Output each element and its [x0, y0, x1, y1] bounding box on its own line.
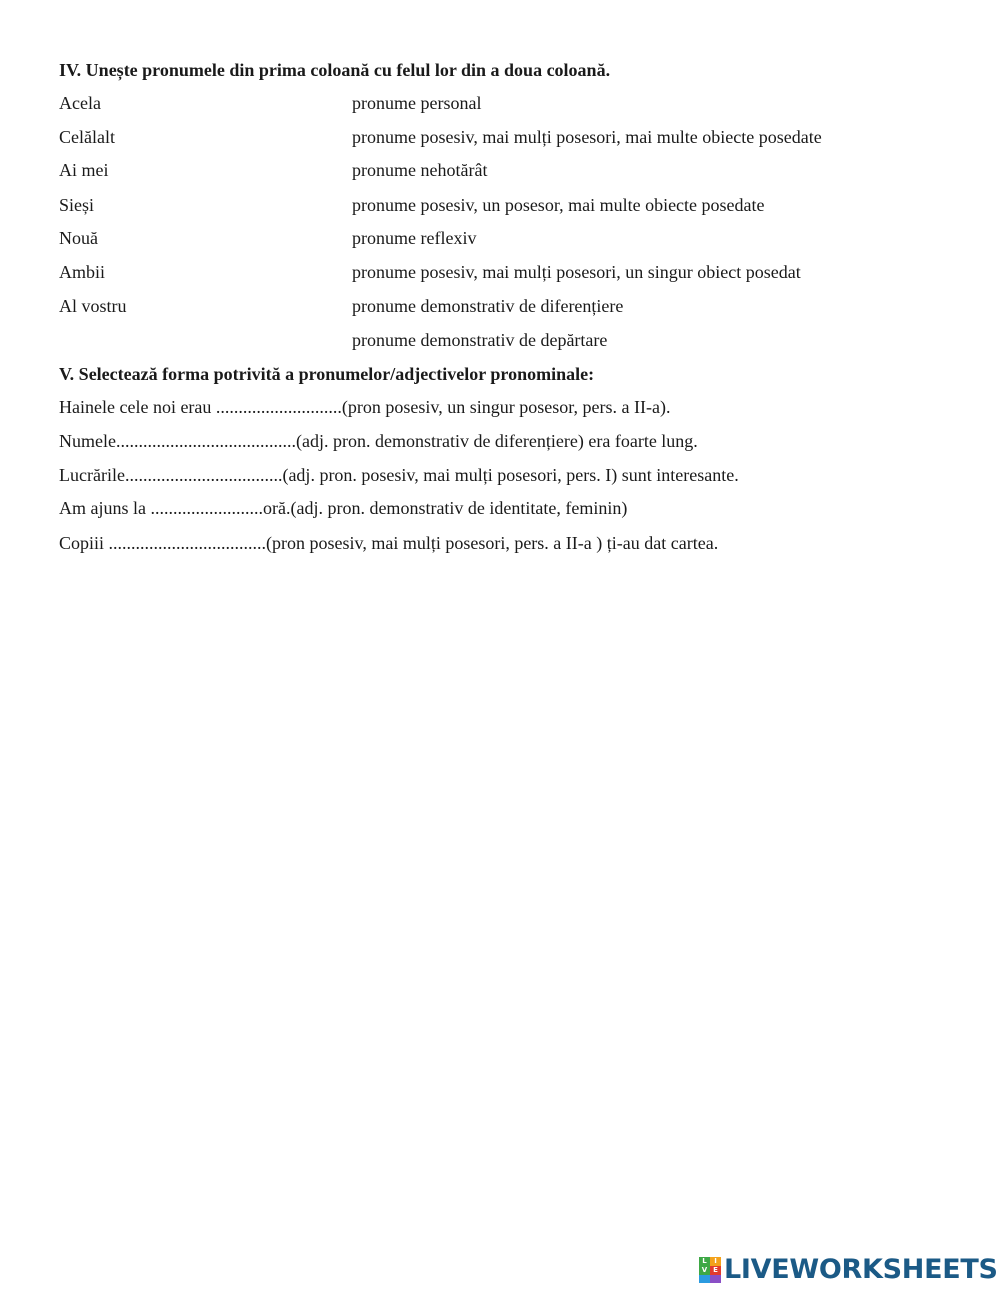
- pronoun-item: Sieși: [59, 195, 95, 215]
- fill-in-sentence: Numele........................................(adj. pron. demonstrativ de diferențiere) era foarte lung.: [59, 431, 698, 451]
- pronoun-type: pronume nehotărât: [352, 160, 488, 180]
- match-row: [0, 296, 1000, 322]
- pronoun-type: pronume posesiv, un posesor, mai multe obiecte posedate: [352, 195, 765, 215]
- match-row: [0, 127, 1000, 153]
- logo-mark-icon: L I V E: [699, 1257, 721, 1283]
- match-row: [0, 93, 1000, 119]
- pronoun-item: Nouă: [59, 228, 98, 248]
- fill-in-sentence: Copiii ...................................(pron posesiv, mai mulți posesori, pers. a II-a ) ți-au dat cartea.: [59, 533, 719, 553]
- section-iv-title: IV. Unește pronumele din prima coloană cu felul lor din a doua coloană.: [59, 60, 611, 80]
- match-row: [0, 228, 1000, 254]
- liveworksheets-logo: [699, 1254, 998, 1286]
- pronoun-item: Ai mei: [59, 160, 109, 180]
- match-row: [0, 195, 1000, 221]
- pronoun-type: pronume reflexiv: [352, 228, 477, 248]
- pronoun-type: pronume demonstrativ de depărtare: [352, 330, 608, 350]
- pronoun-type: pronume posesiv, mai mulți posesori, mai multe obiecte posedate: [352, 127, 822, 147]
- fill-in-sentence: Am ajuns la .........................oră.(adj. pron. demonstrativ de identitate, feminin): [59, 498, 628, 518]
- logo-text: LIVEWORKSHEETS: [724, 1254, 998, 1285]
- match-row: [0, 262, 1000, 288]
- pronoun-type: pronume demonstrativ de diferențiere: [352, 296, 624, 316]
- match-row: [0, 160, 1000, 186]
- fill-in-sentence: Lucrările...................................(adj. pron. posesiv, mai mulți posesori, pers. I) sunt interesante.: [59, 465, 739, 485]
- match-row: [0, 330, 1000, 356]
- pronoun-type: pronume personal: [352, 93, 482, 113]
- pronoun-item: Acela: [59, 93, 101, 113]
- section-v-title: V. Selectează forma potrivită a pronumelor/adjectivelor pronominale:: [59, 364, 595, 384]
- pronoun-item: Ambii: [59, 262, 106, 282]
- pronoun-item: Celălalt: [59, 127, 115, 147]
- pronoun-type: pronume posesiv, mai mulți posesori, un singur obiect posedat: [352, 262, 801, 282]
- pronoun-item: Al vostru: [59, 296, 127, 316]
- fill-in-sentence: Hainele cele noi erau ............................(pron posesiv, un singur posesor, pers. a II-a).: [59, 397, 671, 417]
